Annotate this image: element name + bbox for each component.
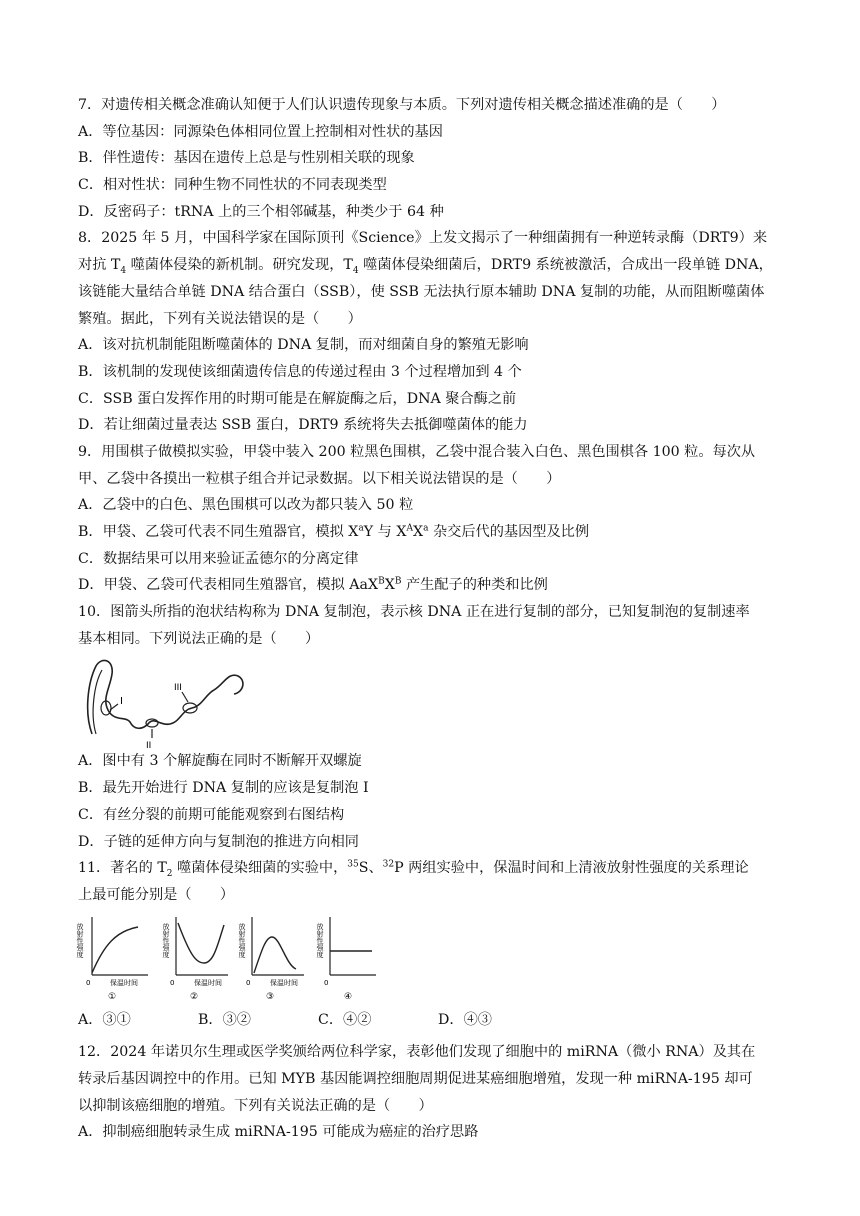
question-10 xyxy=(78,599,786,855)
graph-1 xyxy=(76,917,149,1002)
question-stem: 上最可能分别是（ ） xyxy=(78,886,235,903)
option-d[interactable]: D．④③ xyxy=(438,1011,492,1028)
four-graphs xyxy=(78,909,378,1007)
graph-1-ylabel: 放射性强度 xyxy=(76,922,84,958)
option-b[interactable]: B．甲袋、乙袋可代表不同生殖器官，模拟 $X^aY$ 与 $X^AX^a$ 杂交后代的基因型及比例 xyxy=(78,523,590,540)
question-9 xyxy=(78,439,786,599)
option-d[interactable]: D．若让细菌过量表达 SSB 蛋白，DRT9 系统将失去抵御噬菌体的能力 xyxy=(78,417,528,434)
graph-2-xlabel: 保温时间 xyxy=(194,978,222,987)
option-a[interactable]: A．乙袋中的白色、黑色围棋可以改为都只装入 50 粒 xyxy=(78,497,414,514)
graph-3-id: ③ xyxy=(266,991,275,1002)
question-stem: 7．对遗传相关概念准确认知便于人们认识遗传现象与本质。下列对遗传相关概念描述准确的是（ ） xyxy=(78,97,726,113)
options-row xyxy=(78,1007,786,1034)
graph-4-id: ④ xyxy=(344,991,353,1002)
label-bubble-1: I xyxy=(120,696,123,708)
graph-1-origin: 0 xyxy=(86,978,91,987)
graph-4-ylabel: 放射性强度 xyxy=(316,922,324,958)
question-stem: 11．著名的 $T_2$ 噬菌体侵染细菌的实验中，$^{35}$S、$^{32}$P 两组实验中，保温时间和上清液放射性强度的关系理论 xyxy=(78,859,749,880)
question-7 xyxy=(78,92,786,225)
question-stem: 该链能大量结合单链 DNA 结合蛋白（SSB），使 SSB 无法执行原本辅助 DNA 复制的功能，从而阻断噬菌体 xyxy=(78,283,765,300)
option-a[interactable]: A．等位基因：同源染色体相同位置上控制相对性状的基因 xyxy=(78,123,443,140)
graph-3-origin: 0 xyxy=(246,978,251,987)
graph-1-id: ① xyxy=(108,991,117,1002)
option-b[interactable]: B．伴性遗传：基因在遗传上总是与性别相关联的现象 xyxy=(78,150,415,167)
graph-4-origin: 0 xyxy=(324,978,329,987)
exam-page xyxy=(78,92,786,1146)
option-d[interactable]: D．甲袋、乙袋可代表相同生殖器官，模拟 $AaX^BX^B$ 产生配子的种类和比例 xyxy=(78,576,548,594)
option-b[interactable]: B．最先开始进行 DNA 复制的应该是复制泡 I xyxy=(78,780,369,797)
graph-4 xyxy=(316,917,377,1002)
question-stem: 10．图箭头所指的泡状结构称为 DNA 复制泡，表示核 DNA 正在进行复制的部分，已知复制泡的复制速率 xyxy=(78,604,750,621)
option-c[interactable]: C．有丝分裂的前期可能能观察到右图结构 xyxy=(78,806,345,823)
option-c[interactable]: C．数据结果可以用来验证孟德尔的分离定律 xyxy=(78,550,359,567)
label-bubble-3: III xyxy=(174,683,182,694)
graph-3 xyxy=(238,917,305,1002)
graph-2-ylabel: 放射性强度 xyxy=(162,922,170,958)
label-bubble-2: II xyxy=(146,741,152,752)
question-stem: 繁殖。据此，下列有关说法错误的是（ ） xyxy=(78,310,362,327)
question-stem: 对抗 $T_4$ 噬菌体侵染的新机制。研究发现，$T_4$ 噬菌体侵染细菌后，DRT9 系统被激活，合成出一段单链 DNA， xyxy=(78,257,773,276)
question-12 xyxy=(78,1039,786,1146)
question-8 xyxy=(78,225,786,439)
option-a[interactable]: A．该对抗机制能阻断噬菌体的 DNA 复制，而对细菌自身的繁殖无影响 xyxy=(78,337,529,354)
option-a[interactable]: A．抑制癌细胞转录生成 miRNA-195 可能成为癌症的治疗思路 xyxy=(78,1124,479,1141)
option-a[interactable]: A．③① xyxy=(78,1011,131,1028)
option-d[interactable]: D．反密码子：tRNA 上的三个相邻碱基，种类少于 64 种 xyxy=(78,203,444,220)
option-c[interactable]: C．SSB 蛋白发挥作用的时期可能是在解旋酶之后，DNA 聚合酶之前 xyxy=(78,390,517,407)
option-b[interactable]: B．③② xyxy=(198,1011,251,1028)
question-11 xyxy=(78,855,786,1033)
graph-2-origin: 0 xyxy=(170,978,175,987)
graph-1-xlabel: 保温时间 xyxy=(110,978,138,987)
option-c[interactable]: C．相对性状：同种生物不同性状的不同表现类型 xyxy=(78,177,387,194)
option-c[interactable]: C．④② xyxy=(318,1011,372,1028)
option-a[interactable]: A．图中有 3 个解旋酶在同时不断解开双螺旋 xyxy=(78,753,362,770)
question-stem: 以抑制该癌细胞的增殖。下列有关说法正确的是（ ） xyxy=(78,1097,433,1114)
question-stem: 转录后基因调控中的作用。已知 MYB 基因能调控细胞周期促进某癌细胞增殖，发现一种 miRNA-195 却可 xyxy=(78,1070,753,1087)
question-stem: 9．用围棋子做模拟实验，甲袋中装入 200 粒黑色围棋，乙袋中混合装入白色、黑色围棋各 100 粒。每次从 xyxy=(78,443,756,460)
graphs-figure xyxy=(78,909,786,1007)
option-d[interactable]: D．子链的延伸方向与复制泡的推进方向相同 xyxy=(78,833,359,850)
dna-strand-drawing xyxy=(78,652,258,752)
graph-3-xlabel: 保温时间 xyxy=(270,978,298,987)
graph-2 xyxy=(162,917,229,1002)
replication-bubble-figure xyxy=(78,652,786,752)
graph-2-id: ② xyxy=(190,991,199,1002)
graph-3-ylabel: 放射性强度 xyxy=(238,922,246,958)
question-stem: 12．2024 年诺贝尔生理或医学奖颁给两位科学家，表彰他们发现了细胞中的 miRNA（微小 RNA）及其在 xyxy=(78,1044,756,1061)
option-b[interactable]: B．该机制的发现使该细菌遗传信息的传递过程由 3 个过程增加到 4 个 xyxy=(78,363,522,380)
question-stem: 基本相同。下列说法正确的是（ ） xyxy=(78,630,320,647)
question-stem: 甲、乙袋中各摸出一粒棋子组合并记录数据。以下相关说法错误的是（ ） xyxy=(78,470,561,487)
question-stem: 8．2025 年 5 月，中国科学家在国际顶刊《Science》上发文揭示了一种细菌拥有一种逆转录酶（DRT9）来 xyxy=(78,230,768,247)
